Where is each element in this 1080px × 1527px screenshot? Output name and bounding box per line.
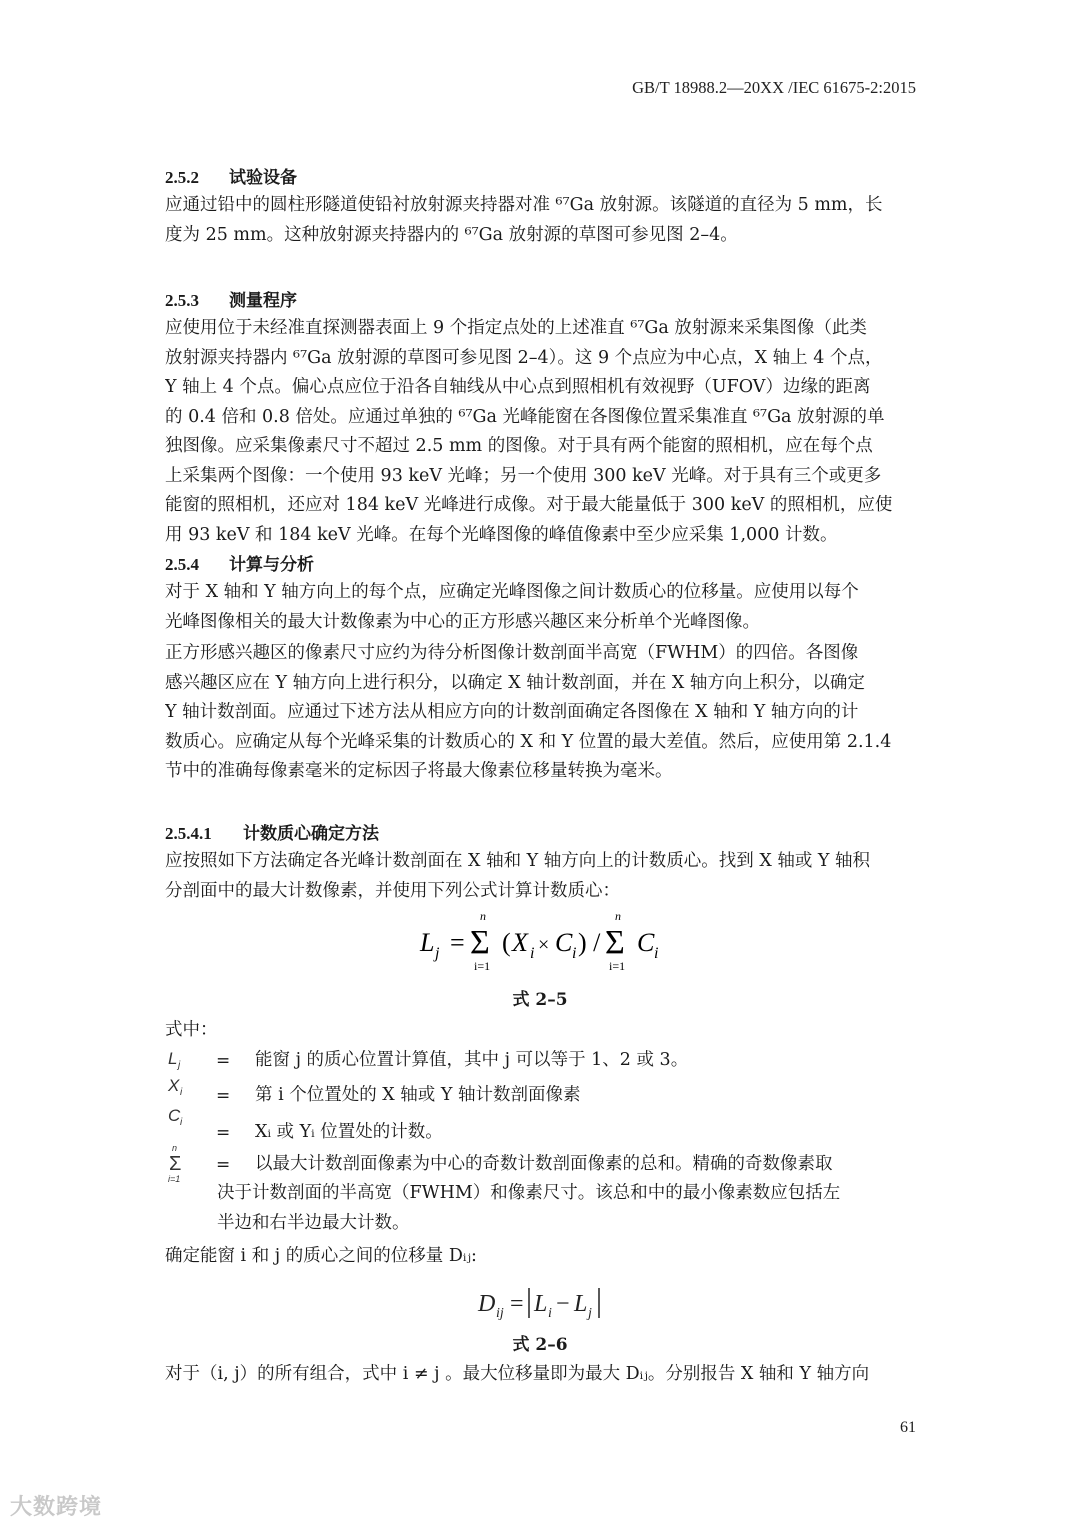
formula-term: i	[654, 945, 659, 962]
definition-eq-2: =	[216, 1086, 231, 1106]
formula-term: (	[502, 928, 511, 957]
definition-xi: 第 i 个位置处的 X 轴或 Y 轴计数剖面像素	[255, 1085, 581, 1105]
formula-term: =	[450, 928, 465, 957]
definition-symbols	[166, 1046, 206, 1186]
section-heading-2-5-4-1: 2.5.4.1 计数质心确定方法	[165, 824, 379, 844]
formula-2-5-caption: 式 2–5	[512, 990, 568, 1010]
symbol-ci: C	[168, 1106, 181, 1125]
symbol-xi: i	[180, 1087, 183, 1098]
paragraph-2-5-2: 应通过铅中的圆柱形隧道使铅衬放射源夹持器对准 ⁶⁷Ga 放射源。该隧道的直径为 5 mm，长 度为 25 mm。这种放射源夹持器内的 ⁶⁷Ga 放射源的草图可参见图 2–4。	[165, 195, 883, 245]
section-heading-2-5-2: 2.5.2 试验设备	[165, 168, 297, 188]
formula-term: C	[637, 928, 655, 957]
formula-term: j	[435, 945, 440, 962]
formula-term: L	[574, 1291, 588, 1317]
formula-term: j	[588, 1306, 592, 1321]
formula-term: Σ	[470, 924, 490, 961]
watermark-text: 大数跨境	[10, 1494, 103, 1519]
formula-2-6	[470, 1282, 620, 1324]
formula-term: n	[615, 909, 621, 923]
paragraph-2-5-3: 应使用位于未经准直探测器表面上 9 个指定点处的上述准直 ⁶⁷Ga 放射源来采集图像（此类 放射源夹持器内 ⁶⁷Ga 放射源的草图可参见图 2–4）。这 9 个点应为中心点，X 轴上 4 个点， Y 轴上 4 个点。偏心点应位于沿各自轴线从中心点到照相机有效视野（UFOV）边缘的距离 的 0.4 倍和 0.8 倍处。应通过单独的 ⁶⁷Ga 光峰能窗在各图像位置采集准直 ⁶⁷Ga 放射源的单 独图像。应采集像素尺寸不超过 2.5 mm 的图像。对于具有两个能窗的照相机，应在每个点 上采集两个图像：一个使用 93 keV 光峰；另一个使用 300 keV 光峰。对于具有三个或更多 能窗的照相机，还应对 184 keV 光峰进行成像。对于最大能量低于 300 keV 的照相机，应使 用 93 keV 和 184 keV 光峰。在每个光峰图像的峰值像素中至少应采集 1,000 计数。	[165, 318, 893, 545]
definition-sum: 以最大计数剖面像素为中心的奇数计数剖面像素的总和。精确的奇数像素取	[255, 1154, 833, 1174]
symbol-sum: Σ	[169, 1153, 182, 1175]
section-heading-2-5-4: 2.5.4 计算与分析	[165, 555, 314, 575]
formula-term: ) /	[578, 928, 601, 957]
definition-ci: Xᵢ 或 Yᵢ 位置处的计数。	[255, 1122, 443, 1142]
definition-lj: 能窗 j 的质心位置计算值，其中 j 可以等于 1、2 或 3。	[255, 1050, 689, 1070]
formula-term: i	[548, 1306, 552, 1321]
symbol-xi: X	[168, 1076, 180, 1095]
formula-term: L	[420, 928, 435, 957]
displacement-intro: 确定能窗 i 和 j 的质心之间的位移量 Dᵢⱼ:	[165, 1246, 477, 1266]
document-header: GB/T 18988.2—20XX /IEC 61675-2:2015	[632, 78, 916, 97]
watermark-logo	[10, 1490, 102, 1521]
paragraph-2-5-4-a: 对于 X 轴和 Y 轴方向上的每个点，应确定光峰图像之间计数质心的位移量。应使用以每个 光峰图像相关的最大计数像素为中心的正方形感兴趣区来分析单个光峰图像。	[165, 582, 859, 632]
formula-term: Σ	[605, 924, 625, 961]
definition-sum-cont: 决于计数剖面的半高宽（FWHM）和像素尺寸。该总和中的最小像素数应包括左 半边和右半边最大计数。	[217, 1183, 841, 1233]
final-paragraph: 对于（i, j）的所有组合，式中 i ≠ j 。最大位移量即为最大 Dᵢⱼ。分别报告 X 轴和 Y 轴方向	[165, 1364, 870, 1384]
formula-term: i=1	[474, 959, 491, 973]
paragraph-2-5-4-b: 正方形感兴趣区的像素尺寸应约为待分析图像计数剖面半高宽（FWHM）的四倍。各图像 感兴趣区应在 Y 轴方向上进行积分，以确定 X 轴计数剖面，并在 X 轴方向上积分，以确定 Y 轴计数剖面。应通过下述方法从相应方向的计数剖面确定各图像在 X 轴和 Y 轴方向的计 数质心。应确定从每个光峰采集的计数质心的 X 和 Y 位置的最大差值。然后，应使用第 2.1.4 节中的准确每像素毫米的定标因子将最大像素位移量转换为毫米。	[165, 643, 892, 781]
formula-term: C	[555, 928, 573, 957]
paragraph-2-5-4-1: 应按照如下方法确定各光峰计数剖面在 X 轴和 Y 轴方向上的计数质心。找到 X 轴或 Y 轴积 分剖面中的最大计数像素，并使用下列公式计算计数质心：	[165, 851, 871, 901]
symbol-lj: j	[178, 1060, 181, 1071]
formula-term: ij	[496, 1306, 504, 1321]
formula-term: i=1	[609, 959, 626, 973]
definition-eq-3: =	[216, 1123, 231, 1143]
symbol-ci: i	[180, 1117, 183, 1128]
formula-term: L	[534, 1291, 548, 1317]
formula-term: X	[512, 928, 528, 957]
symbol-sum: i=1	[168, 1174, 181, 1184]
formula-term: −	[556, 1291, 570, 1317]
formula-term: D	[478, 1291, 496, 1317]
formula-term: n	[480, 909, 486, 923]
symbol-sum: n	[172, 1143, 178, 1153]
formula-2-6-caption: 式 2–6	[512, 1335, 568, 1355]
page-number: 61	[900, 1419, 916, 1436]
symbol-lj: L	[168, 1049, 178, 1068]
section-heading-2-5-3: 2.5.3 测量程序	[165, 291, 297, 311]
formula-term: ×	[538, 934, 550, 956]
formula-2-5	[410, 908, 680, 978]
definition-eq-4: =	[216, 1155, 231, 1175]
formula-term: i	[572, 945, 577, 962]
formula-term: =	[510, 1291, 524, 1317]
formula-term: i	[530, 945, 535, 962]
definition-eq-1: =	[216, 1051, 231, 1071]
where-label: 式中：	[165, 1020, 218, 1040]
